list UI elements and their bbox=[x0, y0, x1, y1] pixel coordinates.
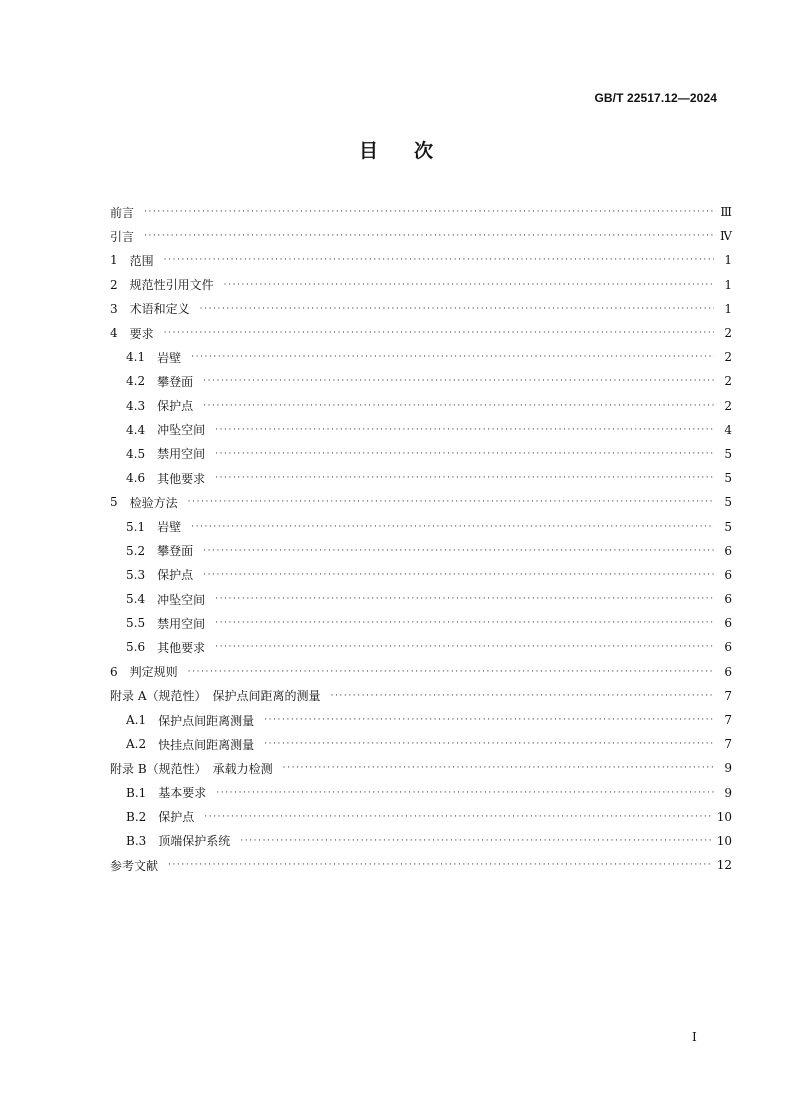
toc-entry-number: 4.6 bbox=[126, 471, 146, 486]
toc-entry-number: 2 bbox=[110, 277, 118, 292]
toc-entry[interactable] bbox=[110, 345, 732, 369]
toc-entry-page: Ⅲ bbox=[720, 205, 732, 220]
toc-leader-dots bbox=[215, 618, 714, 628]
toc-entry-label: 攀登面 bbox=[157, 374, 194, 389]
toc-entry-number: 4.5 bbox=[126, 446, 146, 461]
toc-entry-label: 保护点 bbox=[158, 810, 195, 825]
toc-leader-dots bbox=[215, 449, 714, 459]
toc-leader-dots bbox=[215, 594, 714, 604]
toc-leader-dots bbox=[224, 280, 714, 290]
toc-leader-dots bbox=[215, 473, 714, 483]
toc-entry-label: 禁用空间 bbox=[157, 447, 206, 462]
toc-entry-page: 2 bbox=[724, 350, 732, 365]
toc-entry[interactable] bbox=[110, 490, 732, 514]
toc-entry[interactable] bbox=[110, 321, 732, 345]
toc-leader-dots bbox=[264, 739, 714, 749]
toc-entry-number: 5.4 bbox=[126, 592, 146, 607]
toc-entry-label: 其他要求 bbox=[157, 640, 206, 655]
toc-entry[interactable] bbox=[110, 684, 732, 708]
toc-entry[interactable] bbox=[110, 442, 732, 466]
toc-leader-dots bbox=[168, 860, 711, 870]
toc-entry-number: 4.3 bbox=[126, 398, 146, 413]
toc-entry-page: 6 bbox=[724, 543, 732, 558]
toc-leader-dots bbox=[200, 304, 714, 314]
toc-entry-label: 冲坠空间 bbox=[157, 423, 206, 438]
toc-entry-label: 其他要求 bbox=[157, 471, 206, 486]
toc-entry-number: 4.1 bbox=[126, 350, 146, 365]
toc-entry-label: 岩壁 bbox=[157, 350, 182, 365]
toc-entry-label: 参考文献 bbox=[110, 858, 159, 873]
toc-entry[interactable] bbox=[110, 708, 732, 732]
toc-entry-label: 保护点间距离测量 bbox=[158, 713, 255, 728]
toc-entry-page: 6 bbox=[724, 640, 732, 655]
toc-entry[interactable] bbox=[110, 466, 732, 490]
toc-entry-number: B.1 bbox=[126, 785, 147, 800]
toc-entry-number: 5.1 bbox=[126, 519, 146, 534]
toc-entry-page: 2 bbox=[724, 398, 732, 413]
toc-entry-label: 顶端保护系统 bbox=[158, 834, 231, 849]
toc-leader-dots bbox=[188, 497, 714, 507]
toc-entry-label: 前言 bbox=[110, 205, 135, 220]
toc-entry-page: 6 bbox=[724, 616, 732, 631]
toc-entry-page: 2 bbox=[724, 374, 732, 389]
toc-entry-page: Ⅳ bbox=[720, 229, 732, 244]
toc-entry-number: 1 bbox=[110, 253, 118, 268]
toc-leader-dots bbox=[191, 522, 714, 532]
page-title: 目次 bbox=[358, 140, 469, 162]
toc-entry[interactable] bbox=[110, 829, 732, 853]
toc-leader-dots bbox=[203, 570, 714, 580]
toc-entry-page: 5 bbox=[724, 446, 732, 461]
toc-entry-number: B.3 bbox=[126, 833, 147, 848]
toc-entry-page: 2 bbox=[724, 326, 732, 341]
toc-leader-dots bbox=[164, 328, 714, 338]
toc-entry-number: 4.2 bbox=[126, 374, 146, 389]
toc-leader-dots bbox=[203, 546, 714, 556]
toc-entry[interactable] bbox=[110, 418, 732, 442]
toc-leader-dots bbox=[215, 642, 714, 652]
toc-entry-number: 5.3 bbox=[126, 567, 146, 582]
toc-entry[interactable] bbox=[110, 781, 732, 805]
toc-leader-dots bbox=[164, 255, 714, 265]
toc-entry-page: 6 bbox=[724, 592, 732, 607]
toc-entry[interactable] bbox=[110, 563, 732, 587]
toc-entry-page: 5 bbox=[724, 495, 732, 510]
toc-entry-number: 5.2 bbox=[126, 543, 146, 558]
toc-entry[interactable] bbox=[110, 394, 732, 418]
toc-entry[interactable] bbox=[110, 660, 732, 684]
toc-entry-number: A.1 bbox=[126, 713, 147, 728]
toc-leader-dots bbox=[264, 715, 714, 725]
toc-entry-label: 保护点间距离的测量 bbox=[212, 689, 321, 704]
toc-entry-number: 附录 B（规范性） bbox=[110, 761, 207, 776]
toc-entry-page: 9 bbox=[724, 785, 732, 800]
toc-entry-page: 1 bbox=[724, 277, 732, 292]
standard-code: GB/T 22517.12—2024 bbox=[594, 91, 717, 105]
toc-entry-label: 岩壁 bbox=[157, 520, 182, 535]
toc-entry-page: 5 bbox=[724, 519, 732, 534]
toc-leader-dots bbox=[203, 401, 714, 411]
toc-entry-page: 10 bbox=[716, 809, 732, 824]
toc-entry-page: 4 bbox=[724, 422, 732, 437]
toc-entry[interactable] bbox=[110, 611, 732, 635]
toc-entry-label: 要求 bbox=[129, 326, 154, 341]
toc-entry[interactable] bbox=[110, 635, 732, 659]
toc-entry-number: 4.4 bbox=[126, 422, 146, 437]
toc-leader-dots bbox=[191, 352, 714, 362]
toc-entry-label: 基本要求 bbox=[158, 786, 207, 801]
page-number: Ⅰ bbox=[692, 1030, 697, 1044]
toc-leader-dots bbox=[240, 836, 710, 846]
toc-entry-number: 4 bbox=[110, 326, 118, 341]
toc-entry-page: 1 bbox=[724, 253, 732, 268]
toc-entry-label: 引言 bbox=[110, 229, 135, 244]
toc-entry-label: 术语和定义 bbox=[129, 302, 190, 317]
toc-entry-page: 6 bbox=[724, 664, 732, 679]
toc-entry[interactable] bbox=[110, 224, 732, 248]
toc-entry-number: A.2 bbox=[126, 737, 147, 752]
toc-leader-dots bbox=[203, 376, 714, 386]
toc-entry[interactable] bbox=[110, 853, 732, 877]
toc-entry[interactable] bbox=[110, 369, 732, 393]
toc-leader-dots bbox=[215, 425, 714, 435]
toc-entry-number: 3 bbox=[110, 301, 118, 316]
toc-entry-label: 判定规则 bbox=[129, 665, 178, 680]
toc-entry-label: 冲坠空间 bbox=[157, 592, 206, 607]
toc-entry[interactable] bbox=[110, 587, 732, 611]
toc-entry[interactable] bbox=[110, 248, 732, 272]
toc-entry-label: 保护点 bbox=[157, 568, 194, 583]
toc-entry-number: 5.5 bbox=[126, 616, 146, 631]
toc-entry-number: 5 bbox=[110, 495, 118, 510]
toc-entry-label: 范围 bbox=[129, 253, 154, 268]
toc-entry-page: 12 bbox=[716, 858, 732, 873]
toc-entry[interactable] bbox=[110, 756, 732, 780]
toc-entry-page: 9 bbox=[724, 761, 732, 776]
toc-entry-page: 10 bbox=[716, 833, 732, 848]
toc-entry[interactable] bbox=[110, 514, 732, 538]
toc-entry[interactable] bbox=[110, 200, 732, 224]
toc-leader-dots bbox=[216, 788, 714, 798]
toc-entry[interactable] bbox=[110, 732, 732, 756]
toc-entry-page: 1 bbox=[724, 301, 732, 316]
toc-entry[interactable] bbox=[110, 539, 732, 563]
toc-leader-dots bbox=[144, 207, 714, 217]
toc-entry-label: 承载力检测 bbox=[212, 761, 273, 776]
toc-leader-dots bbox=[188, 667, 714, 677]
toc-entry-label: 检验方法 bbox=[129, 495, 178, 510]
toc-entry-page: 5 bbox=[724, 471, 732, 486]
toc-entry-page: 7 bbox=[724, 737, 732, 752]
toc-entry-page: 6 bbox=[724, 567, 732, 582]
table-of-contents bbox=[110, 200, 732, 877]
toc-entry[interactable] bbox=[110, 297, 732, 321]
toc-entry-number: B.2 bbox=[126, 809, 147, 824]
toc-entry-number: 6 bbox=[110, 664, 118, 679]
toc-entry-number: 附录 A（规范性） bbox=[110, 689, 207, 704]
toc-entry-page: 7 bbox=[724, 688, 732, 703]
toc-leader-dots bbox=[283, 763, 714, 773]
toc-leader-dots bbox=[331, 691, 715, 701]
toc-entry-label: 保护点 bbox=[157, 399, 194, 414]
toc-entry-page: 7 bbox=[724, 713, 732, 728]
toc-entry-number: 5.6 bbox=[126, 640, 146, 655]
toc-leader-dots bbox=[204, 812, 710, 822]
toc-leader-dots bbox=[144, 231, 714, 241]
toc-entry-label: 攀登面 bbox=[157, 544, 194, 559]
toc-entry-label: 快挂点间距离测量 bbox=[158, 737, 255, 752]
toc-entry[interactable] bbox=[110, 273, 732, 297]
toc-entry-label: 规范性引用文件 bbox=[129, 278, 214, 293]
toc-entry[interactable] bbox=[110, 805, 732, 829]
toc-entry-label: 禁用空间 bbox=[157, 616, 206, 631]
